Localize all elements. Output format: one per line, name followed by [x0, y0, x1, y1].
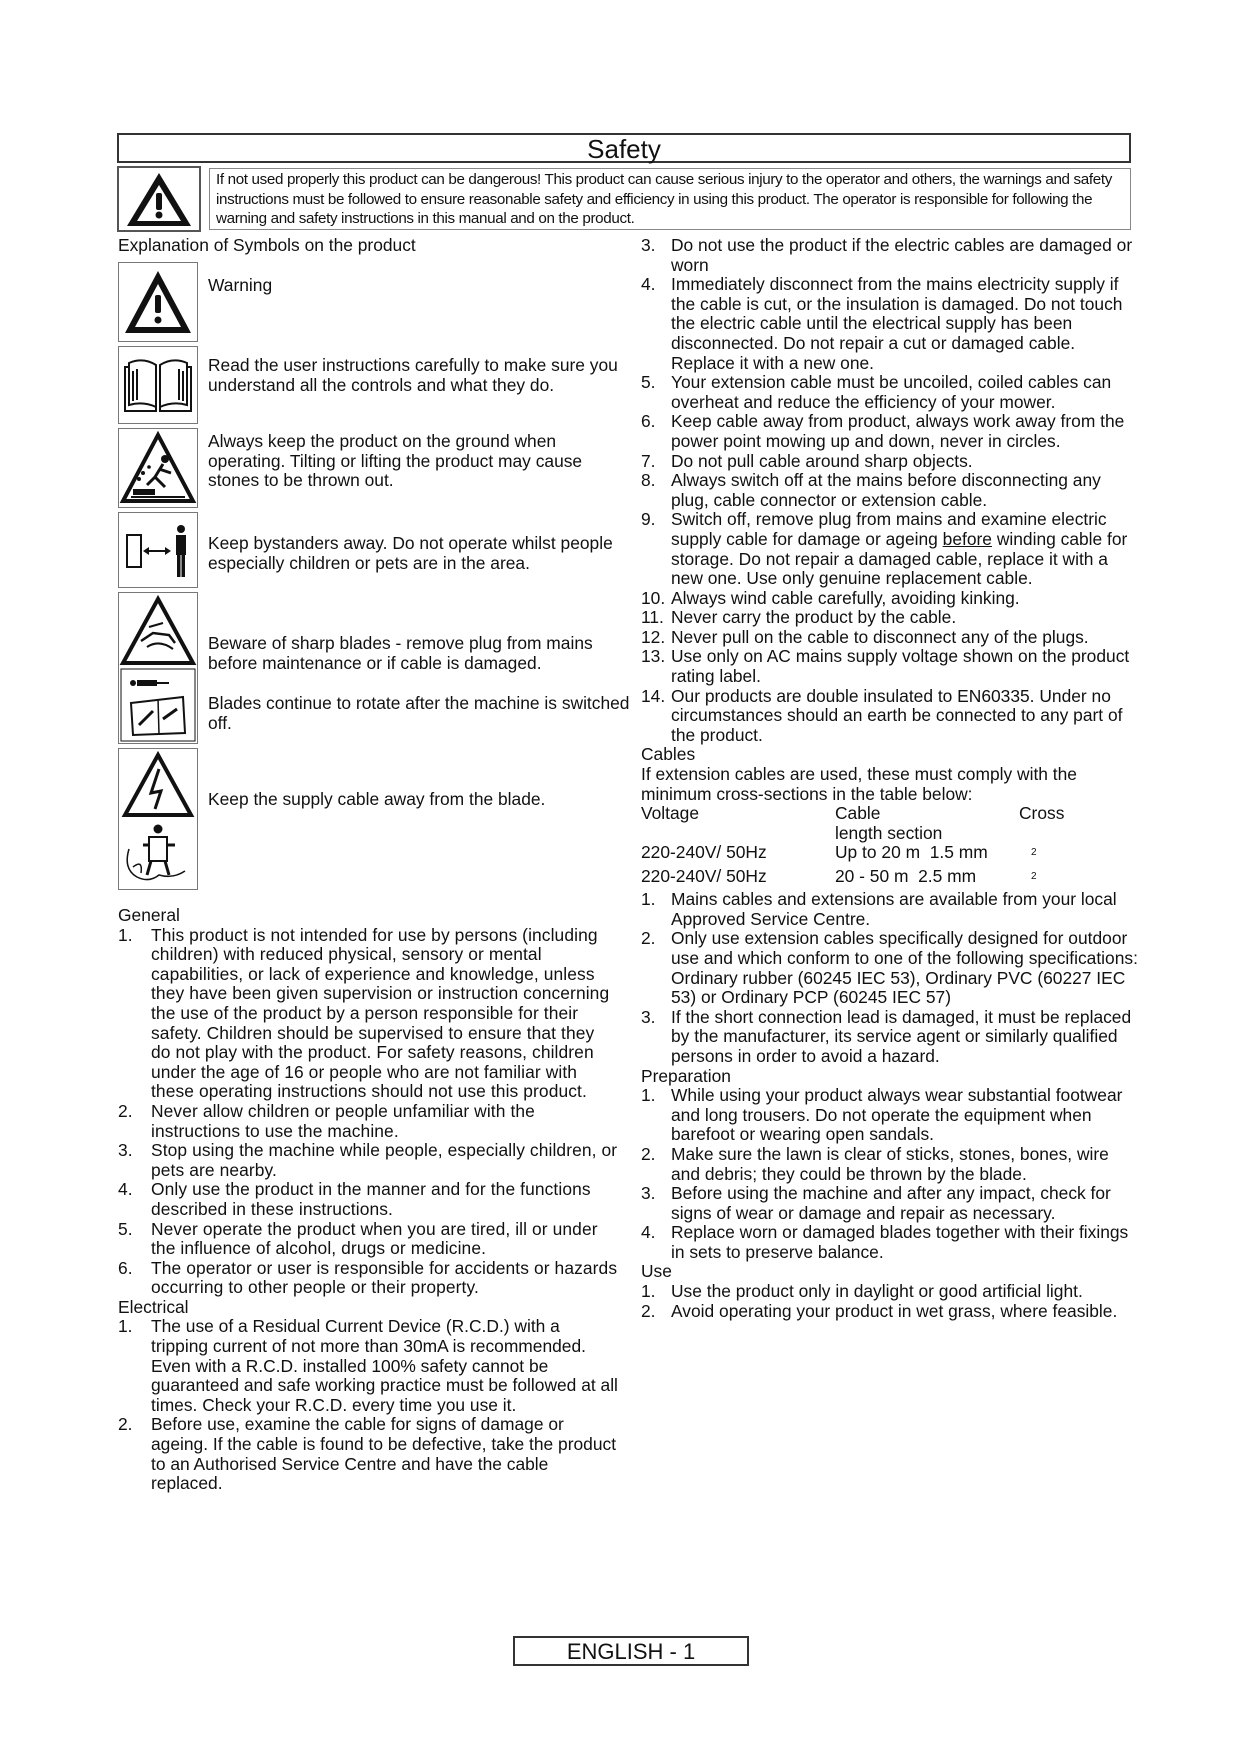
item-text: Use the product only in daylight or good artificial light.	[671, 1281, 1083, 1302]
item-text: Before use, examine the cable for signs of damage or ageing. If the cable is found to be defective, take the product to an Authorised Service Centre and have the cable replaced.	[151, 1414, 617, 1494]
cell-section: 2.5 mm	[918, 865, 977, 886]
list-item	[641, 890, 1141, 929]
bystander-distance-icon	[118, 512, 198, 588]
item-text: Switch off, remove plug from mains and examine electric supply cable for damage or ageing	[671, 509, 1107, 549]
list-item	[641, 1086, 1141, 1145]
list-item	[641, 628, 1141, 648]
item-text: Keep cable away from product, always work away from the power point mowing up and down, never in circles.	[671, 411, 1125, 451]
item-text: Replace worn or damaged blades together with their fixings in sets to preserve balance.	[671, 1222, 1129, 1262]
cell-length-section	[835, 843, 1019, 866]
col-cross: Cross	[1019, 803, 1065, 824]
item-text: Do not use the product if the electric cables are damaged or worn	[671, 235, 1133, 275]
item-number: 5.	[641, 372, 656, 393]
cell-length: 20 - 50 m	[835, 865, 909, 886]
item-number: 4.	[641, 274, 656, 295]
list-item	[641, 1223, 1141, 1262]
item-text: While using your product always wear substantial footwear and long trousers. Do not operate the equipment when barefoot or wearing open sandals.	[671, 1085, 1123, 1145]
superscript: 2	[1031, 870, 1037, 882]
item-number: 3.	[641, 235, 656, 255]
general-section	[118, 906, 618, 1494]
col-voltage: Voltage	[641, 803, 700, 824]
symbol-text: Beware of sharp blades - remove plug from mains before maintenance or if cable is damaged.	[208, 633, 593, 673]
table-header-row	[641, 804, 1064, 843]
symbol-row	[118, 512, 638, 588]
item-number: 14.	[641, 685, 666, 706]
col-cable	[835, 804, 1019, 843]
item-text: The use of a Residual Current Device (R.C.D.) with a tripping current of not more than 30mA is recommended. Even with a R.C.D. installed 100% safety cannot be guaranteed and safe working practice must be followed at all times. Check your R.C.D. every time you use it.	[151, 1316, 618, 1415]
symbol-row	[118, 428, 638, 508]
item-text: Never operate the product when you are tired, ill or under the influence of alcohol, drugs or medicine.	[151, 1218, 598, 1259]
item-number: 3.	[118, 1140, 133, 1161]
col-cable-label-2: length section	[835, 822, 943, 843]
symbols-heading: Explanation of Symbols on the product	[118, 235, 416, 255]
thrown-objects-icon	[118, 428, 198, 508]
use-heading: Use	[641, 1261, 672, 1282]
item-text: If the short connection lead is damaged, it must be replaced by the manufacturer, its service agent or similarly qualified persons in order to avoid a hazard.	[671, 1006, 1132, 1066]
open-book-icon	[118, 346, 198, 424]
item-text: Stop using the machine while people, especially children, or pets are nearby.	[151, 1140, 618, 1180]
list-item	[118, 1317, 618, 1415]
item-text: Avoid operating your product in wet grass, where feasible.	[671, 1300, 1118, 1321]
list-item	[641, 608, 1141, 628]
right-column	[641, 236, 1141, 1321]
list-item	[641, 471, 1141, 510]
item-number: 2.	[641, 1143, 656, 1164]
item-number: 1.	[118, 924, 133, 945]
item-number: 10.	[641, 587, 666, 608]
list-item	[641, 373, 1141, 412]
list-item	[118, 1102, 618, 1141]
sharp-blade-icon	[118, 592, 198, 744]
electrical-heading: Electrical	[118, 1296, 189, 1317]
cell-section: 1.5 mm	[929, 842, 988, 863]
preparation-heading: Preparation	[641, 1065, 731, 1086]
item-number: 8.	[641, 470, 656, 491]
item-text: Always wind cable carefully, avoiding kinking.	[671, 587, 1020, 608]
item-text: Immediately disconnect from the mains electricity supply if the cable is cut, or the insulation is damaged. Do not touch the electric cable until the electrical supply has been disconnected. Do not repair a cut or damaged cable. Replace it with a new one.	[671, 274, 1123, 373]
cables-heading: Cables	[641, 744, 696, 765]
warning-triangle-icon	[118, 262, 198, 342]
table-row	[641, 867, 1064, 890]
item-number: 1.	[641, 889, 656, 910]
item-number: 1.	[118, 1316, 133, 1337]
item-number: 3.	[641, 1006, 656, 1027]
general-heading: General	[118, 905, 180, 925]
item-text: winding cable for storage. Do not repair a damaged cable, replace it with a new one. Use only genuine replacement cable.	[671, 528, 1128, 589]
item-text: Use only on AC mains supply voltage shown on the product rating label.	[671, 646, 1130, 687]
list-item	[641, 1008, 1141, 1067]
symbol-text: Keep the supply cable away from the blade.	[208, 789, 546, 809]
item-text-underlined: before	[942, 528, 992, 549]
list-item	[641, 589, 1141, 609]
item-number: 4.	[641, 1222, 656, 1243]
list-item	[641, 1145, 1141, 1184]
symbol-row	[118, 346, 638, 424]
list-item	[641, 236, 1141, 275]
item-text: Always switch off at the mains before disconnecting any plug, cable connector or extension cable.	[671, 470, 1101, 510]
item-text: Never carry the product by the cable.	[671, 607, 957, 628]
list-item	[641, 1302, 1141, 1322]
list-item	[641, 1282, 1141, 1302]
item-number: 3.	[641, 1183, 656, 1204]
warning-banner-text: If not used properly this product can be dangerous! This product can cause serious injury to the operator and others, the warnings and safety instructions must be followed to ensure reasonable safety and efficiency in using this product. The operator is responsible for following the warning and safety instructions in this manual and on the product.	[209, 168, 1131, 230]
page-title: Safety	[117, 133, 1131, 163]
item-text: Do not pull cable around sharp objects.	[671, 450, 973, 471]
item-number: 2.	[118, 1414, 133, 1435]
cell-voltage: 220-240V/ 50Hz	[641, 842, 767, 863]
symbol-text: Warning	[208, 275, 273, 295]
col-cable-label: Cable	[835, 803, 881, 824]
list-item	[118, 1141, 618, 1180]
list-item	[118, 1220, 618, 1259]
item-text: Only use the product in the manner and for the functions described in these instructions.	[151, 1179, 591, 1219]
item-number: 6.	[118, 1257, 133, 1278]
symbol-text: Read the user instructions carefully to make sure you understand all the controls and what they do.	[208, 355, 618, 395]
symbol-row	[118, 262, 638, 342]
item-number: 2.	[641, 1300, 656, 1321]
list-item	[118, 1180, 618, 1219]
item-number: 6.	[641, 411, 656, 432]
item-number: 2.	[118, 1100, 133, 1121]
list-item	[118, 1415, 618, 1493]
item-number: 9.	[641, 509, 656, 530]
symbol-text: Keep bystanders away. Do not operate whilst people especially children or pets are in the area.	[208, 533, 613, 573]
list-item	[641, 452, 1141, 472]
symbol-text: Always keep the product on the ground when operating. Tilting or lifting the product may cause stones to be thrown out.	[208, 431, 583, 491]
item-number: 1.	[641, 1281, 656, 1302]
item-number: 11.	[641, 607, 664, 628]
cell-sup	[1019, 843, 1064, 866]
item-text: Your extension cable must be uncoiled, coiled cables can overheat and reduce the efficiency of your mower.	[671, 372, 1112, 412]
warning-triangle-icon	[117, 166, 201, 232]
item-number: 1.	[641, 1085, 656, 1106]
list-item	[641, 1184, 1141, 1223]
item-text: Mains cables and extensions are available from your local Approved Service Centre.	[671, 889, 1117, 929]
item-number: 7.	[641, 450, 656, 471]
list-item	[641, 275, 1141, 373]
electric-shock-icon	[118, 748, 198, 890]
item-number: 5.	[118, 1218, 133, 1239]
symbol-row	[118, 748, 638, 890]
list-item	[118, 1259, 618, 1298]
superscript: 2	[1031, 847, 1037, 859]
item-text: Make sure the lawn is clear of sticks, stones, bones, wire and debris; they could be thrown by the blade.	[671, 1143, 1109, 1184]
list-item	[641, 929, 1141, 1007]
item-number: 13.	[641, 646, 666, 667]
table-row	[641, 843, 1064, 866]
cell-voltage: 220-240V/ 50Hz	[641, 865, 767, 886]
list-item	[118, 926, 618, 1102]
list-item	[641, 647, 1141, 686]
cable-table	[641, 804, 1064, 890]
cables-intro: If extension cables are used, these must comply with the minimum cross-sections in the table below:	[641, 764, 1077, 804]
item-text: The operator or user is responsible for accidents or hazards occurring to other people or their property.	[151, 1257, 618, 1298]
symbol-text: Blades continue to rotate after the machine is switched off.	[208, 693, 630, 733]
item-number: 4.	[118, 1179, 133, 1200]
warning-banner	[117, 166, 1131, 232]
list-item	[641, 687, 1141, 746]
page-number-footer: ENGLISH - 1	[513, 1636, 749, 1666]
symbol-row	[118, 592, 638, 744]
item-text: Never pull on the cable to disconnect any of the plugs.	[671, 626, 1089, 647]
item-number: 2.	[641, 928, 656, 949]
cell-length: Up to 20 m	[835, 842, 921, 863]
item-text: Our products are double insulated to EN60335. Under no circumstances should an earth be connected to any part of the product.	[671, 685, 1123, 745]
item-text: This product is not intended for use by persons (including children) with reduced physical, sensory or mental capabilities, or lack of experience and knowledge, unless they have been given supervision or instruction concerning the use of the product by a person responsible for their safety. Children should be supervised to ensure that they do not play with the product. For safety reasons, children under the age of 16 or people who are not familiar with these operating instructions should not use this product.	[151, 924, 610, 1102]
list-item	[641, 412, 1141, 451]
list-item	[641, 510, 1141, 588]
cell-length-section	[835, 867, 1019, 890]
item-text: Before using the machine and after any impact, check for signs of wear or damage and repair as necessary.	[671, 1183, 1111, 1223]
cell-sup	[1019, 867, 1064, 890]
item-text: Never allow children or people unfamiliar with the instructions to use the machine.	[151, 1100, 535, 1141]
item-text: Only use extension cables specifically designed for outdoor use and which conform to one of the following specifications: Ordinary rubber (60245 IEC 53), Ordinary PVC (60227 IEC 53) or Ordinary PCP (60245 IEC 57)	[671, 928, 1138, 1008]
item-number: 12.	[641, 626, 666, 647]
